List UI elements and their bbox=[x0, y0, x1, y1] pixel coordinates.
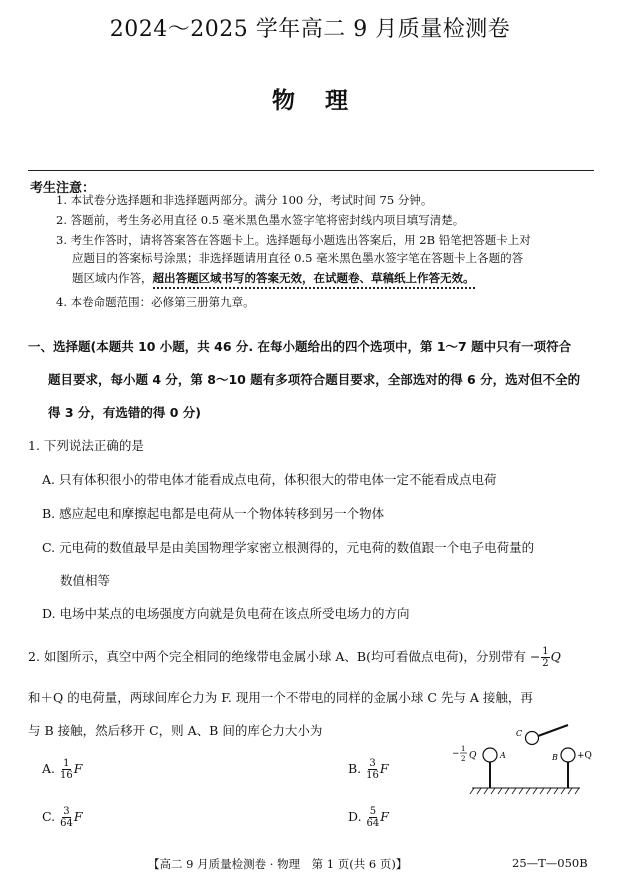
q2-stem-q: Q bbox=[550, 649, 561, 664]
q2-option-d-label: D. bbox=[348, 809, 362, 824]
q2-option-b-label: B. bbox=[348, 761, 362, 776]
q2-option-d bbox=[348, 806, 389, 829]
label-left-num: 1 bbox=[461, 745, 466, 753]
q2-stem-line3: 与 B 接触，然后移开 C，则 A、B 间的库仑力大小为 bbox=[28, 723, 323, 738]
q2-half-fraction bbox=[541, 646, 549, 669]
q1-option-c-cont: 数值相等 bbox=[60, 573, 111, 588]
notice-item-1: 1. 本试卷分选择题和非选择题两部分。满分 100 分，考试时间 75 分钟。 bbox=[56, 193, 433, 207]
section-instructions-line3: 得 3 分，有选错的得 0 分) bbox=[48, 405, 202, 420]
label-c: C bbox=[516, 729, 523, 738]
q1-option-c: C. 元电荷的数值最早是由美国物理学家密立根测得的，元电荷的数值跟一个电子电荷量的 bbox=[42, 540, 535, 555]
q2-option-c-num: 3 bbox=[63, 806, 70, 817]
q2-option-b-fraction bbox=[366, 758, 379, 781]
notice-item-4: 4. 本卷命题范围：必修第三册第九章。 bbox=[56, 295, 255, 309]
q2-option-c-label: C. bbox=[42, 809, 56, 824]
sphere-a bbox=[483, 748, 497, 762]
q2-stem-line1 bbox=[28, 646, 561, 669]
label-left-sign: − bbox=[452, 749, 460, 759]
q2-option-a-unit: F bbox=[73, 761, 83, 776]
q2-stem-line2: 和＋Q 的电荷量，两球间库仑力为 F. 现用一个不带电的同样的金属小球 C 先与 A 接触，再 bbox=[28, 690, 533, 705]
section-instructions-line2: 题目要求，每小题 4 分，第 8～10 题有多项符合题目要求，全部选对的得 6 分，选对但不全的 bbox=[48, 372, 581, 387]
q2-option-a-num: 1 bbox=[63, 758, 70, 769]
q2-option-d-fraction bbox=[367, 806, 380, 829]
label-b: B bbox=[552, 753, 558, 762]
q2-half-num: 1 bbox=[542, 646, 549, 657]
q2-option-b-unit: F bbox=[379, 761, 389, 776]
notice-item-3-cont: 应题目的答案标号涂黑；非选择题请用直径 0.5 毫米黑色墨水签字笔在答题卡上各题的答 bbox=[72, 251, 524, 265]
divider bbox=[28, 170, 594, 171]
label-a: A bbox=[500, 751, 506, 760]
q2-option-c bbox=[42, 806, 83, 829]
q2-option-a-den: 16 bbox=[60, 770, 73, 781]
q1-option-d: D. 电场中某点的电场强度方向就是负电荷在该点所受电场力的方向 bbox=[42, 606, 410, 621]
notice-item-3-cont2 bbox=[72, 270, 475, 286]
ground-hatching bbox=[470, 788, 579, 794]
q1-stem: 1. 下列说法正确的是 bbox=[28, 438, 144, 453]
section-instructions-line1: 一、选择题(本题共 10 小题，共 46 分. 在每小题给出的四个选项中，第 1～7 题中只有一项符合 bbox=[28, 339, 572, 354]
q2-option-c-fraction bbox=[60, 806, 73, 829]
q2-half-den: 2 bbox=[542, 658, 549, 669]
q2-option-d-den: 64 bbox=[366, 818, 380, 829]
q2-figure bbox=[448, 718, 600, 796]
q2-option-a-label: A. bbox=[42, 761, 56, 776]
q2-option-a-fraction bbox=[60, 758, 73, 781]
q2-option-a bbox=[42, 758, 82, 781]
q2-option-c-unit: F bbox=[73, 809, 83, 824]
q1-option-a: A. 只有体积很小的带电体才能看成点电荷，体积很大的带电体一定不能看成点电荷 bbox=[42, 472, 497, 487]
q2-option-b-den: 16 bbox=[366, 770, 379, 781]
q2-option-d-num: 5 bbox=[369, 806, 377, 817]
handle-c bbox=[538, 725, 568, 736]
label-left-den: 2 bbox=[461, 755, 466, 763]
footer-code: 25—T—050B bbox=[512, 856, 588, 870]
sphere-c bbox=[526, 732, 539, 745]
q1-option-b: B. 感应起电和摩擦起电都是电荷从一个物体转移到另一个物体 bbox=[42, 506, 385, 521]
q2-option-b bbox=[348, 758, 389, 781]
label-left-q: Q bbox=[469, 751, 477, 761]
q2-option-c-den: 64 bbox=[60, 818, 73, 829]
notice-item-3-cont2-text: 题区域内作答， bbox=[72, 271, 153, 285]
subject-title: 物理 bbox=[272, 88, 378, 114]
exam-title: 2024～2025 学年高二 9 月质量检测卷 bbox=[109, 17, 511, 42]
q2-option-b-num: 3 bbox=[369, 758, 376, 769]
notice-item-3: 3. 考生作答时，请将答案答在答题卡上。选择题每小题选出答案后，用 2B 铅笔把答题卡上对 bbox=[56, 233, 531, 247]
q2-stem-line1-text: 2. 如图所示，真空中两个完全相同的绝缘带电金属小球 A、B(均可看做点电荷)，分别带有 − bbox=[28, 649, 541, 664]
notice-heading: 考生注意： bbox=[30, 181, 96, 196]
footer-page-info: 【高二 9 月质量检测卷 · 物理 第 1 页(共 6 页)】 bbox=[148, 857, 408, 871]
sphere-b bbox=[561, 748, 575, 762]
label-right-charge: +Q bbox=[577, 751, 592, 761]
notice-item-2: 2. 答题前，考生务必用直径 0.5 毫米黑色墨水签字笔将密封线内项目填写清楚。 bbox=[56, 213, 465, 227]
notice-emphasis: 超出答题区域书写的答案无效，在试题卷、草稿纸上作答无效。 bbox=[153, 271, 475, 289]
q2-option-d-unit: F bbox=[380, 809, 389, 824]
